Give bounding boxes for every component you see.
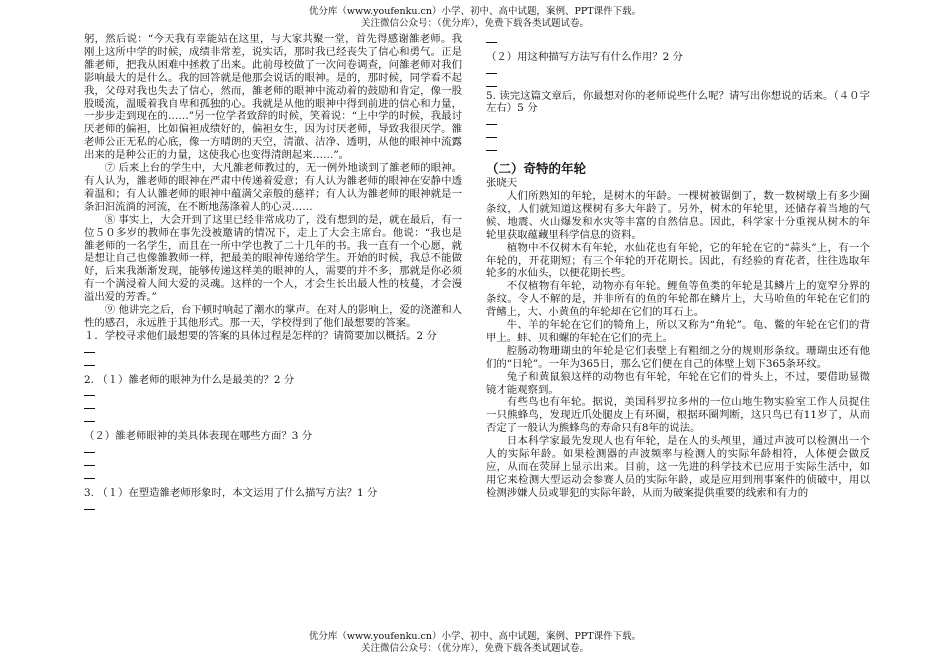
left-column — [84, 33, 462, 512]
passage-2-paragraph-1: 人们所熟知的年轮，是树木的年龄。一棵树被锯倒了，数一数树墩上有多少圈条纹，人们就知道这棵树有多大年龄了。另外，树木的年轮里，还储存着当地的气候、地震、火山爆发和水灾等丰富的自然信息。因此，科学家十分重视从树木的年轮里获取蕴藏里科学信息的资料。 — [486, 189, 870, 241]
answer-line[interactable] — [486, 64, 498, 77]
answer-line[interactable] — [84, 443, 96, 456]
question-3-1: 3. （１）在塑造雒老师形象时，本文运用了什么描写方法？1 分 — [84, 486, 378, 499]
answer-line[interactable] — [486, 33, 498, 46]
question-1: １．学校寻求他们最想要的答案的具体过程是怎样的？请简要加以概括。2 分 — [84, 329, 437, 342]
header-line-2: 关注微信公众号：（优分库），免费下载各类试题试卷。 — [360, 18, 589, 29]
answer-line[interactable] — [84, 469, 96, 482]
passage-2-paragraph-7: 有些鸟也有年轮。据说，美国科罗拉多州的一位山地生物实验室工作人员捉住一只熊蜂鸟，发现近爪处腿皮上有环圈，根据环圈判断，这只鸟已有11岁了，从而否定了一般认为熊蜂鸟的寿命只有8年的说法。 — [486, 396, 870, 435]
passage-2-paragraph-3: 不仅植物有年轮，动物亦有年轮。鲤鱼等鱼类的年轮是其鳞片上的宽窄分界的条纹。令人不解的是，并非所有的鱼的年轮都在鳞片上，大马哈鱼的年轮在它们的背鳍上，大、小黄鱼的年轮却在它们的耳石上。 — [486, 280, 870, 319]
page-header — [0, 6, 950, 30]
answer-line[interactable] — [84, 386, 96, 399]
answer-line[interactable] — [84, 343, 96, 356]
header-line-1: 优分库（www.youfenku.cn）小学、初中、高中试题，案例、PPT课件下载。 — [308, 6, 642, 17]
passage-2-paragraph-5: 腔肠动物珊瑚虫的年轮是它们表壁上有粗细之分的规则形条纹。珊瑚虫还有他们的“日轮”。一年为365日，那么它们便在自己的体壁上划下365条环纹。 — [486, 344, 870, 370]
answer-line[interactable] — [84, 399, 96, 412]
passage-2-paragraph-8: 日本科学家最先发现人也有年轮，是在人的头颅里，通过声波可以检测出一个人的实际年龄。如果检测器的声波频率与检测人的实际年龄相符，人体便会做反应，从而在荧屏上显示出来。目前，这一先进的科学技术已应用于实际生活中，如用它来检测大型运动会参赛人员的实际年龄，或是应用到刑事案件的侦破中，用以检测涉嫌人员或罪犯的实际年龄，从而为破案提供重要的线索和有力的 — [486, 435, 870, 499]
question-5: 5. 读完这篇文章后，你最想对你的老师说些什么呢？请写出你想说的话来。（４０字左右）5 分 — [486, 89, 870, 115]
answer-line[interactable] — [84, 456, 96, 469]
passage-2-paragraph-4: 牛、羊的年轮在它们的犄角上，所以又称为“角轮”。龟、鳖的年轮在它们的背甲上。蚌、贝和螺的年轮在它们的壳上。 — [486, 319, 870, 344]
right-column — [486, 33, 870, 500]
passage-paragraph-6: 躬，然后说：“今天我有幸能站在这里，与大家共聚一堂，首先得感谢雒老师。我刚上这所中学的时候，成绩非常差，说实话，那时我已经丧失了信心和勇气。正是雒老师，把我从困难中拯救了出来。此前母校做了一次问卷调查，问雒老师对我们影响最大的是什么。我的回答就是他那会说话的眼神。是的，那时候，同学看不起我，父母对我也失去了信心，然而，雒老师的眼神中流动着的鼓励和肯定，像一股股暖流，温暖着我自卑和孤独的心。我就是从他的眼神中得到前进的信心和力量，一步步走到现在的……”另一位学者致辞的时候，笑着说：“上中学的时候，我最讨厌老师的偏袒，比如偏袒成绩好的，偏袒女生，因为讨厌老师，导致我很厌学。雒老师公正无私的心底，像一方晴朗的天空，清澈、洁净、透明，从他的眼神中流露出来的是种公正的力量，这使我心也变得清朗起来……”。 — [84, 33, 462, 162]
footer-line-1: 优分库（www.youfenku.cn）小学、初中、高中试题，案例、PPT课件下载。 — [308, 631, 642, 642]
passage-2-paragraph-6: 兔子和黄鼠狼这样的动物也有年轮，年轮在它们的骨头上，不过，要借助显微镜才能观察到。 — [486, 370, 870, 396]
footer-line-2: 关注微信公众号：（优分库），免费下载各类试题试卷。 — [360, 643, 589, 654]
answer-line[interactable] — [84, 356, 96, 369]
question-2-1: 2. （１）雒老师的眼神为什么是最美的？2 分 — [84, 373, 295, 386]
answer-line[interactable] — [486, 115, 498, 128]
passage-2-author: 张晓天 — [486, 177, 518, 190]
answer-line[interactable] — [84, 412, 96, 425]
question-2-2: （２）雒老师眼神的美具体表现在哪些方面？3 分 — [84, 430, 313, 443]
page-footer — [0, 631, 950, 655]
passage-2-title: （二）奇特的年轮 — [486, 161, 587, 177]
passage-paragraph-8: ⑧ 事实上，大会开到了这里已经非常成功了，没有想到的是，就在最后，有一位５０多岁的教师在事先没被邀请的情况下，走上了大会主席台。他说：“我也是雒老师的一名学生，而且在一所中学也教了二十几年的书。我一直有一个心愿，就是想让自己也像雒教师一样，把最美的眼神传递给学生。开始的时候，我总不能做好，后来我渐渐发现，能够传递这样美的眼神的人，需要的并不多，那就是你必须有一个满浸着人间大爱的灵魂。这样的一个人，才会生长出最人性的枝蔓，才会漫溢出爱的芳香。” — [84, 213, 462, 304]
answer-line[interactable] — [486, 128, 498, 141]
question-3-2: （２）用这种描写方法写有什么作用？2 分 — [486, 50, 683, 63]
answer-line[interactable] — [84, 500, 96, 513]
passage-2-paragraph-2: 植物中不仅树木有年轮，水仙花也有年轮，它的年轮在它的“蒜头”上，有一个年轮的，开花期短；有三个年轮的开花期长。因此，有经验的育花者，往往选取年轮多的水仙头，以便花期长些。 — [486, 241, 870, 280]
passage-paragraph-9: ⑨ 他讲完之后，台下顿时响起了潮水的掌声。在对人的影响上，爱的浇灌和人性的感召，永远胜于其他形式。那一天，学校得到了他们最想要的答案。 — [84, 304, 462, 329]
answer-line[interactable] — [486, 141, 498, 154]
answer-line[interactable] — [486, 77, 498, 90]
passage-paragraph-7: ⑦ 后来上台的学生中，大凡雒老师教过的，无一例外地谈到了雒老师的眼神。有人认为，雒老师的眼神在严肃中传递着爱意；有人认为雒老师的眼神在安静中透着温和；有人认雒老师的眼神中蕴满父亲般的慈祥；有人认为雒老师的眼神就是一条汩汩流淌的河流，在不断地荡涤着人的心灵…… — [84, 162, 462, 213]
